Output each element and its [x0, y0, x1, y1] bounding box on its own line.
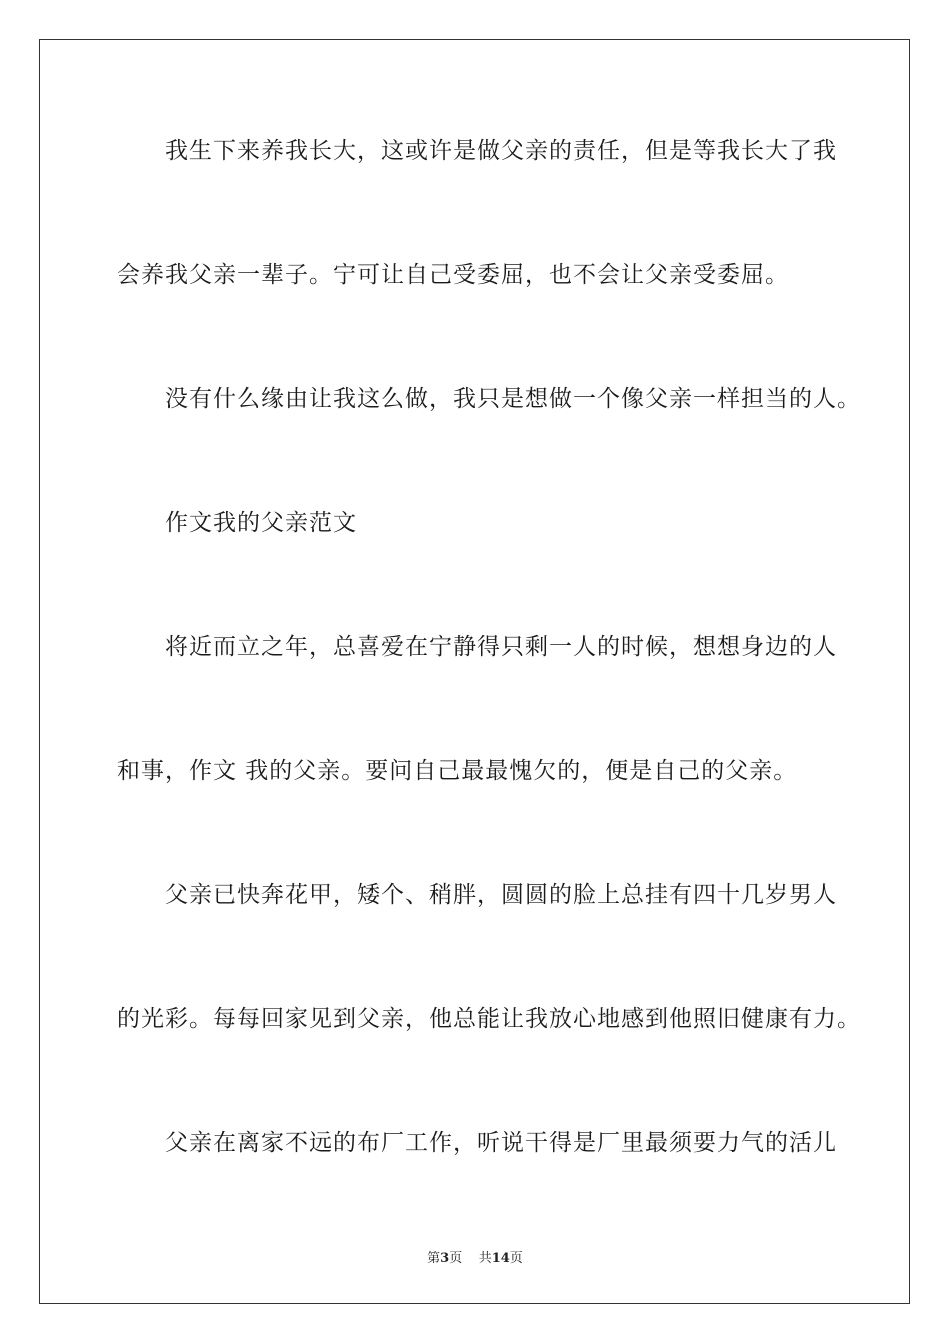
paragraph-line-5: 将近而立之年，总喜爱在宁静得只剩一人的时候，想想身边的人 [165, 634, 837, 660]
paragraph-line-2: 会养我父亲一辈子。宁可让自己受委屈，也不会让父亲受委屈。 [117, 262, 789, 288]
total-suffix: 页 [509, 1251, 523, 1266]
page-number: 3 [440, 1251, 450, 1266]
paragraph-line-6: 和事，作文 我的父亲。要问自己最最愧欠的，便是自己的父亲。 [117, 758, 798, 784]
total-prefix: 共 [478, 1251, 492, 1266]
total-pages: 14 [491, 1251, 510, 1266]
paragraph-line-9: 父亲在离家不远的布厂工作，听说干得是厂里最须要力气的活儿 [165, 1130, 837, 1156]
paragraph-line-7: 父亲已快奔花甲，矮个、稍胖，圆圆的脸上总挂有四十几岁男人 [165, 882, 837, 908]
section-heading: 作文我的父亲范文 [165, 510, 357, 536]
paragraph-line-3: 没有什么缘由让我这么做，我只是想做一个像父亲一样担当的人。 [165, 386, 861, 412]
page-suffix: 页 [449, 1251, 463, 1266]
paragraph-line-1: 我生下来养我长大，这或许是做父亲的责任，但是等我长大了我 [165, 138, 837, 164]
paragraph-line-8: 的光彩。每每回家见到父亲，他总能让我放心地感到他照旧健康有力。 [117, 1006, 861, 1032]
page-border [39, 39, 910, 1304]
page-footer [0, 1247, 950, 1266]
page-prefix: 第 [427, 1251, 441, 1266]
